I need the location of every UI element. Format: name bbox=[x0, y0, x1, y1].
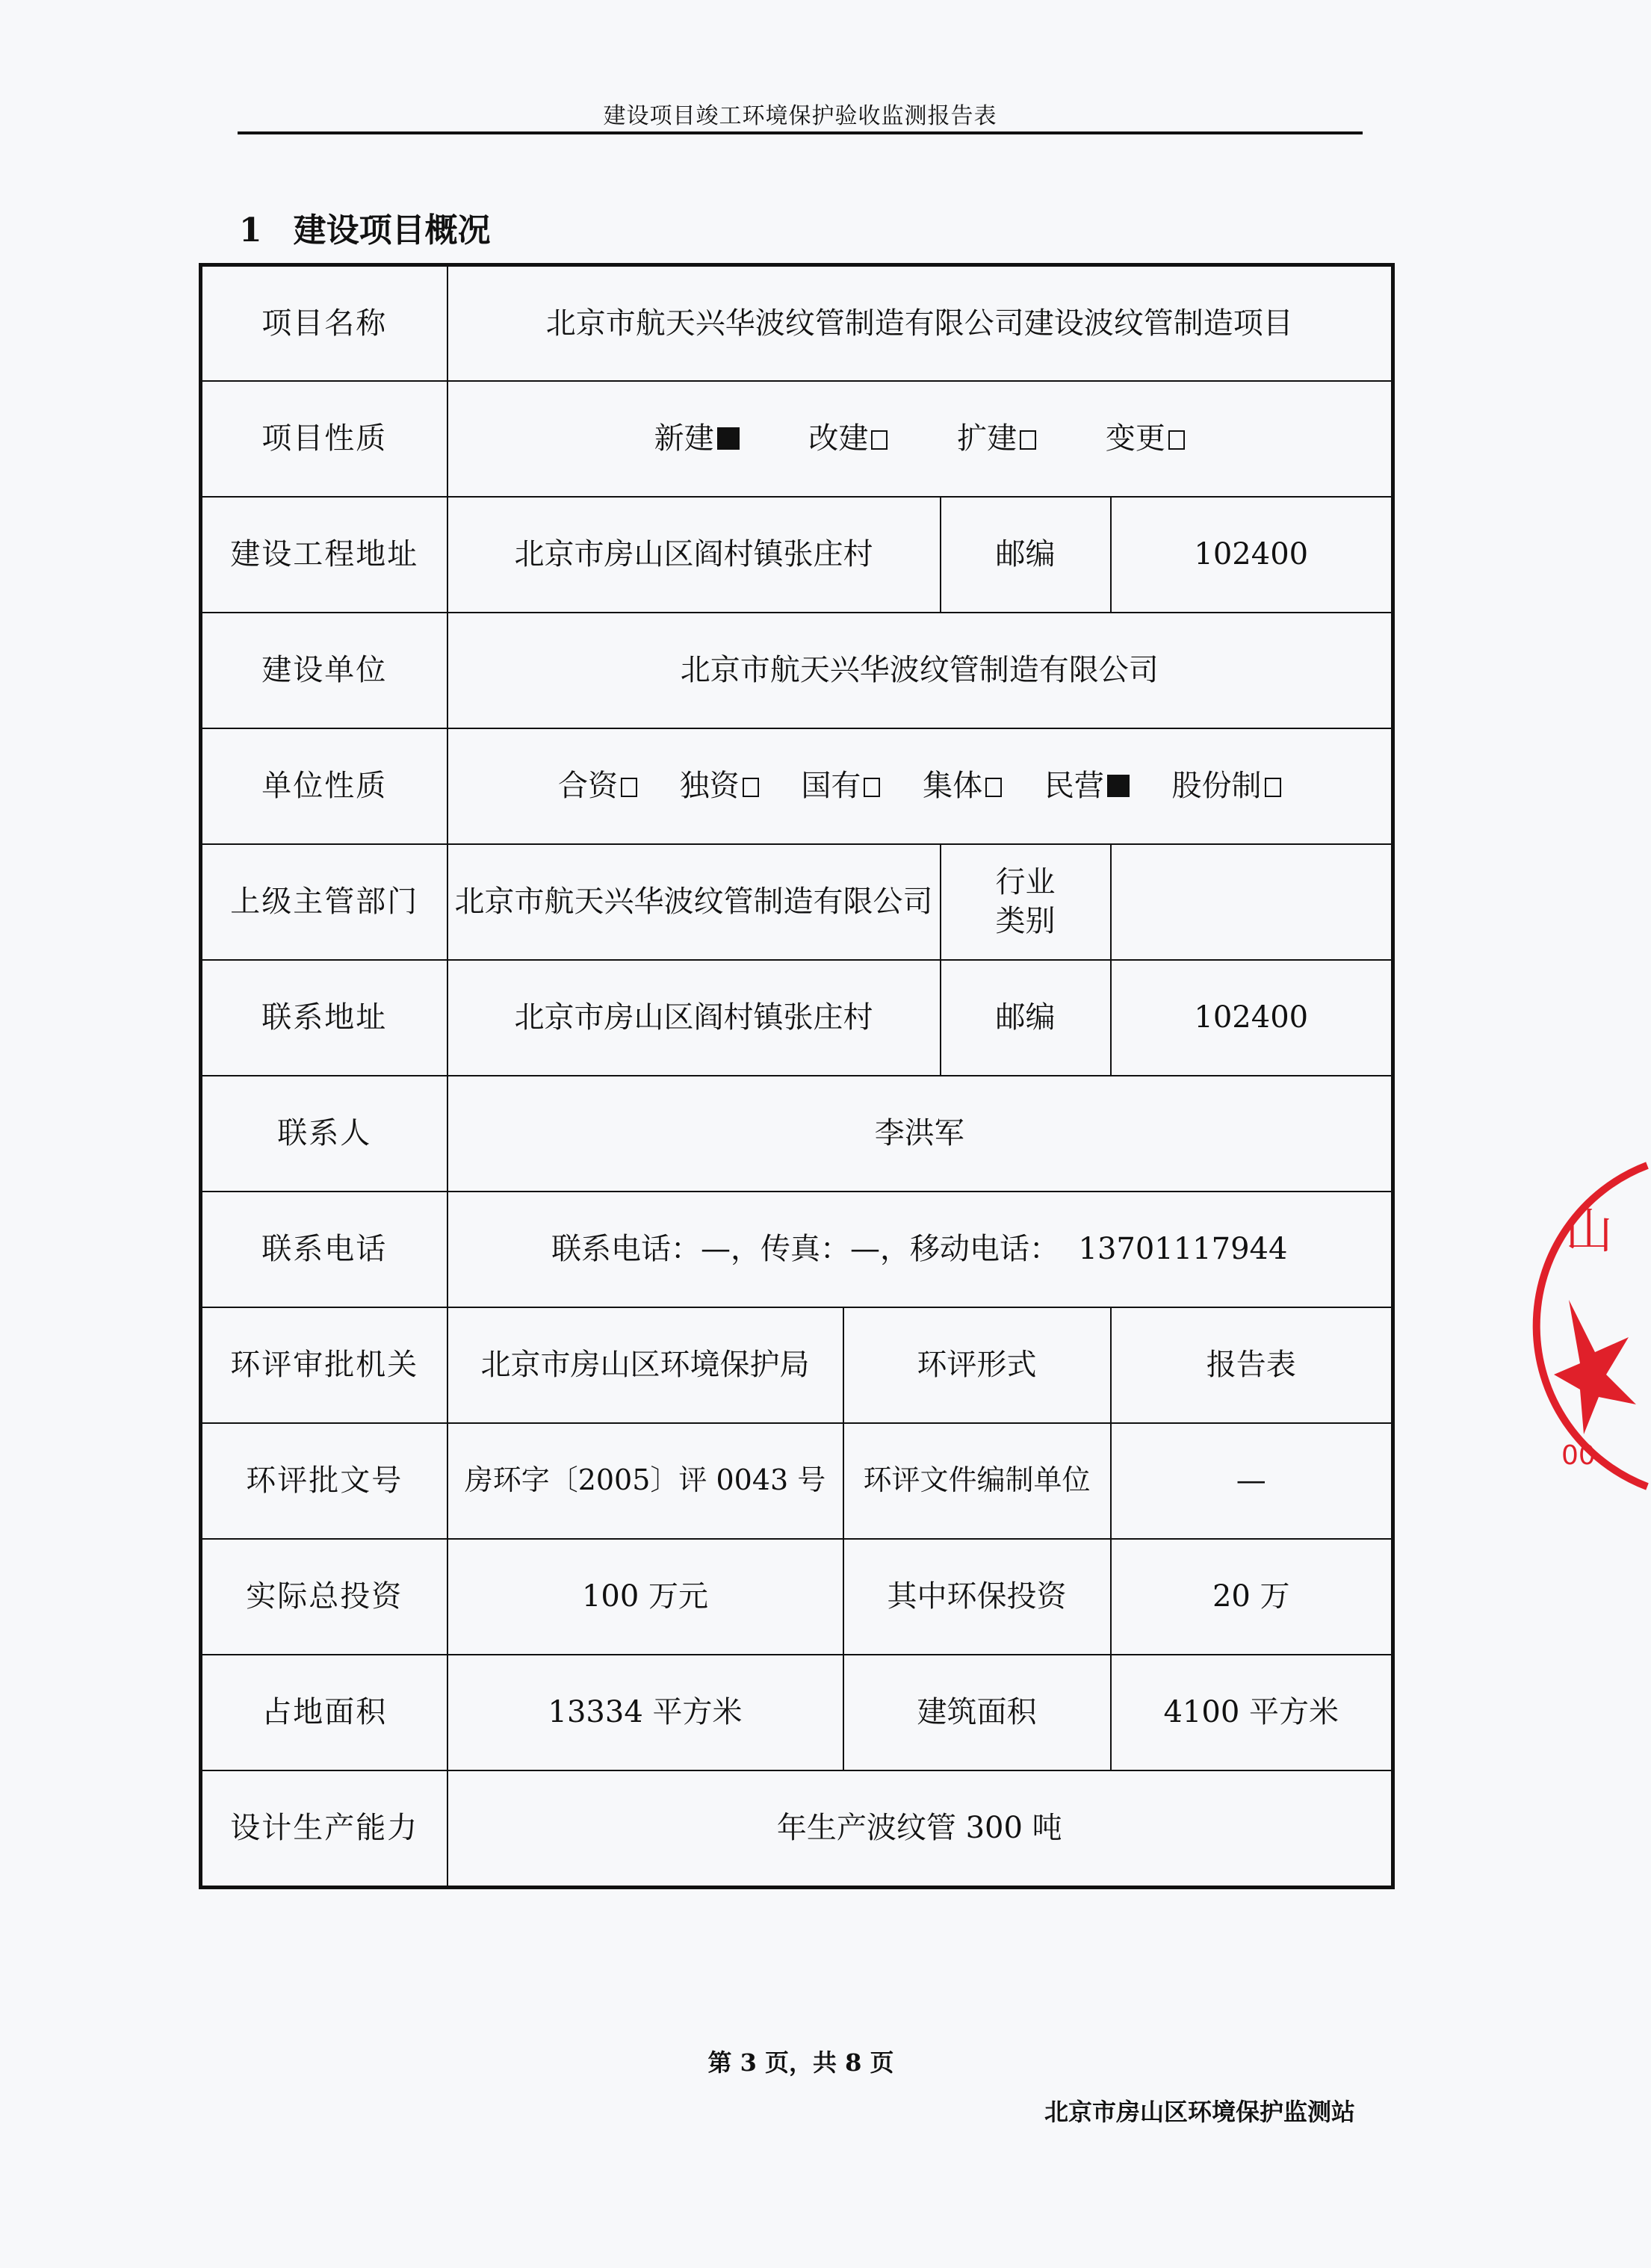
eia-authority-value: 北京市房山区环境保护局 bbox=[447, 1307, 843, 1423]
industry-label-line-1: 行业 bbox=[995, 865, 1056, 899]
builder-value: 北京市航天兴华波纹管制造有限公司 bbox=[447, 613, 1393, 728]
checked-box-icon bbox=[717, 427, 740, 450]
site-address-value: 北京市房山区阎村镇张庄村 bbox=[447, 497, 941, 613]
option-joint-venture bbox=[558, 766, 637, 805]
site-postcode-value: 102400 bbox=[1111, 497, 1393, 613]
row-unit-nature bbox=[201, 728, 1393, 844]
option-collective bbox=[923, 766, 1002, 805]
eia-form-value: 报告表 bbox=[1111, 1307, 1393, 1423]
empty-box-icon bbox=[985, 778, 1002, 797]
row-contact-phone bbox=[201, 1192, 1393, 1307]
investment-value: 100 万元 bbox=[447, 1539, 843, 1655]
row-project-nature bbox=[201, 381, 1393, 497]
seal-graphic bbox=[1539, 1150, 1651, 1494]
capacity-value: 年生产波纹管 300 吨 bbox=[447, 1770, 1393, 1888]
empty-box-icon bbox=[1168, 430, 1185, 450]
contact-person-label: 联系人 bbox=[201, 1076, 447, 1192]
row-investment bbox=[201, 1539, 1393, 1655]
env-investment-label: 其中环保投资 bbox=[843, 1539, 1111, 1655]
option-expand-text: 扩建 bbox=[957, 421, 1017, 456]
project-name-value: 北京市航天兴华波纹管制造有限公司建设波纹管制造项目 bbox=[447, 265, 1393, 381]
row-site-address bbox=[201, 497, 1393, 613]
contact-postcode-value: 102400 bbox=[1111, 960, 1393, 1076]
option-sole-owned-text: 独资 bbox=[679, 769, 740, 803]
option-new-build bbox=[654, 419, 740, 458]
option-joint-venture-text: 合资 bbox=[557, 769, 618, 803]
red-seal-stamp bbox=[1539, 1150, 1651, 1494]
empty-box-icon bbox=[1020, 430, 1036, 450]
contact-address-label: 联系地址 bbox=[201, 960, 447, 1076]
contact-address-value: 北京市房山区阎村镇张庄村 bbox=[447, 960, 941, 1076]
option-joint-stock-text: 股份制 bbox=[1171, 769, 1262, 803]
contact-phone-label: 联系电话 bbox=[201, 1192, 447, 1307]
env-investment-value: 20 万 bbox=[1111, 1539, 1393, 1655]
building-area-label: 建筑面积 bbox=[843, 1655, 1111, 1770]
building-area-value: 4100 平方米 bbox=[1111, 1655, 1393, 1770]
seal-text-fragment-2: 00 bbox=[1561, 1440, 1596, 1471]
section-number: 1 bbox=[239, 211, 262, 250]
contact-phone-value: 联系电话：—，传真：—，移动电话： 13701117944 bbox=[447, 1192, 1393, 1307]
contact-postcode-label: 邮编 bbox=[941, 960, 1111, 1076]
empty-box-icon bbox=[864, 778, 880, 797]
capacity-label: 设计生产能力 bbox=[201, 1770, 447, 1888]
section-title bbox=[239, 203, 491, 251]
option-sole-owned bbox=[680, 766, 759, 805]
builder-label: 建设单位 bbox=[201, 613, 447, 728]
page-header: 建设项目竣工环境保护验收监测报告表 bbox=[603, 103, 997, 129]
row-contact-address bbox=[201, 960, 1393, 1076]
empty-box-icon bbox=[743, 778, 759, 797]
unit-nature-label: 单位性质 bbox=[201, 728, 447, 844]
row-area bbox=[201, 1655, 1393, 1770]
eia-approval-label: 环评批文号 bbox=[201, 1423, 447, 1539]
eia-approval-value: 房环字〔2005〕评 0043 号 bbox=[447, 1423, 843, 1539]
project-overview-table bbox=[199, 263, 1395, 1889]
empty-box-icon bbox=[871, 430, 888, 450]
option-expand bbox=[957, 419, 1036, 458]
row-supervisor bbox=[201, 844, 1393, 960]
footer-organization: 北京市房山区环境保护监测站 bbox=[1044, 2098, 1355, 2126]
row-builder bbox=[201, 613, 1393, 728]
page-number: 第 3 页，共 8 页 bbox=[707, 2048, 894, 2077]
eia-preparer-value: — bbox=[1111, 1423, 1393, 1539]
option-state-owned-text: 国有 bbox=[801, 769, 861, 803]
option-change-text: 变更 bbox=[1105, 421, 1165, 456]
site-postcode-label: 邮编 bbox=[941, 497, 1111, 613]
supervisor-value: 北京市航天兴华波纹管制造有限公司 bbox=[447, 844, 941, 960]
land-area-value: 13334 平方米 bbox=[447, 1655, 843, 1770]
option-private-text: 民营 bbox=[1044, 769, 1104, 803]
option-state-owned bbox=[801, 766, 880, 805]
option-change bbox=[1106, 419, 1185, 458]
industry-label-line-2: 类别 bbox=[995, 904, 1056, 938]
project-nature-options bbox=[447, 381, 1393, 497]
investment-label: 实际总投资 bbox=[201, 1539, 447, 1655]
contact-person-value: 李洪军 bbox=[447, 1076, 1393, 1192]
header-rule bbox=[238, 131, 1363, 134]
project-name-label: 项目名称 bbox=[201, 265, 447, 381]
option-collective-text: 集体 bbox=[923, 769, 983, 803]
project-nature-label: 项目性质 bbox=[201, 381, 447, 497]
row-capacity bbox=[201, 1770, 1393, 1888]
empty-box-icon bbox=[621, 778, 637, 797]
option-new-build-text: 新建 bbox=[654, 421, 714, 456]
option-rebuild-text: 改建 bbox=[808, 421, 869, 456]
row-eia-approval bbox=[201, 1423, 1393, 1539]
industry-value bbox=[1111, 844, 1393, 960]
option-joint-stock bbox=[1172, 766, 1281, 805]
eia-preparer-label: 环评文件编制单位 bbox=[843, 1423, 1111, 1539]
empty-box-icon bbox=[1265, 778, 1281, 797]
row-contact-person bbox=[201, 1076, 1393, 1192]
row-project-name bbox=[201, 265, 1393, 381]
section-title-text: 建设项目概况 bbox=[293, 211, 491, 250]
eia-form-label: 环评形式 bbox=[843, 1307, 1111, 1423]
seal-star-icon bbox=[1554, 1300, 1636, 1434]
site-address-label: 建设工程地址 bbox=[201, 497, 447, 613]
seal-text-fragment-1: 山 bbox=[1565, 1204, 1613, 1260]
unit-nature-options bbox=[447, 728, 1393, 844]
checked-box-icon bbox=[1107, 775, 1130, 797]
supervisor-label: 上级主管部门 bbox=[201, 844, 447, 960]
option-private bbox=[1044, 766, 1130, 805]
eia-authority-label: 环评审批机关 bbox=[201, 1307, 447, 1423]
land-area-label: 占地面积 bbox=[201, 1655, 447, 1770]
industry-label bbox=[941, 844, 1111, 960]
option-rebuild bbox=[808, 419, 888, 458]
row-eia-authority bbox=[201, 1307, 1393, 1423]
